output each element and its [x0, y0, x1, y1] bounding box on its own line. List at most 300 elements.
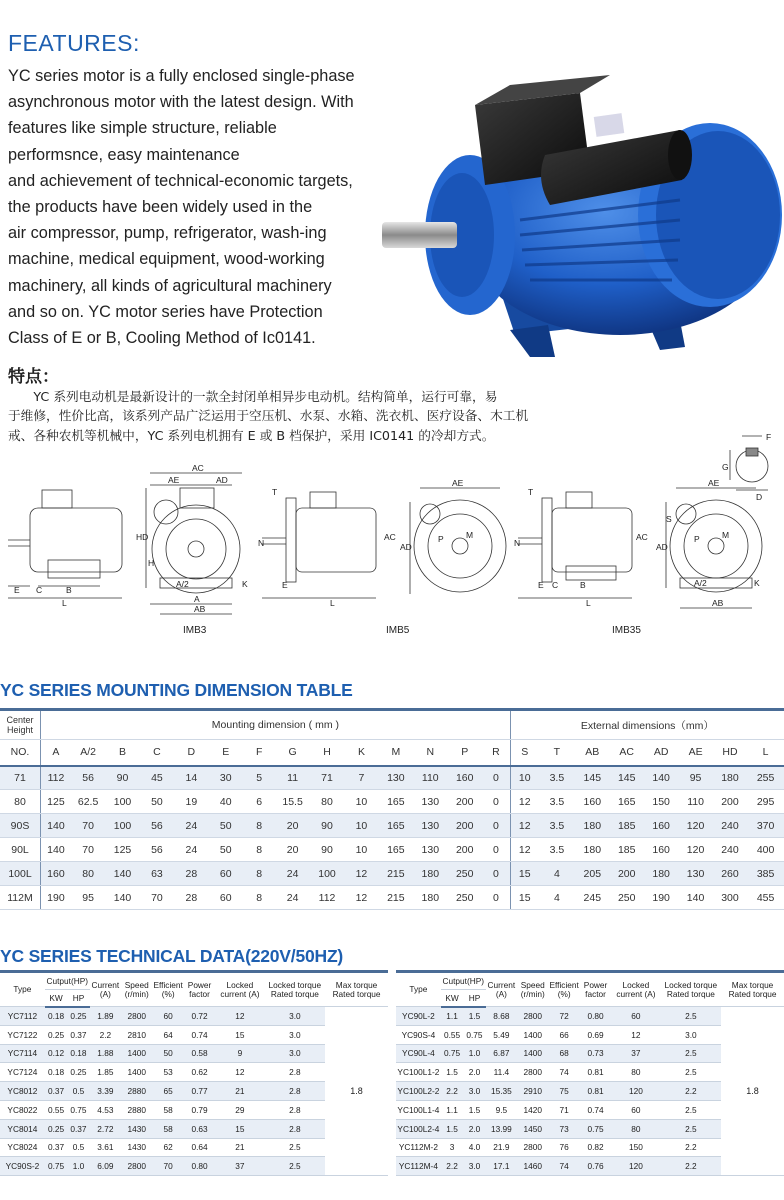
table-cell: 145 — [610, 766, 644, 790]
table-cell: 95 — [678, 766, 712, 790]
table-cell: YC100L2-2 — [396, 1082, 441, 1101]
table-cell: 10 — [344, 838, 378, 862]
table-cell: 0.64 — [184, 1138, 215, 1157]
table-cell: 95 — [71, 886, 105, 910]
kw-header: KW — [45, 990, 67, 1007]
table-row — [0, 790, 784, 814]
table-cell: 50 — [152, 1044, 183, 1063]
external-dimension-group-header: External dimensions（mm） — [510, 710, 784, 740]
diagram-label-imb3: IMB3 — [183, 625, 207, 636]
table-cell: 112M — [0, 886, 41, 910]
table-cell: 0.5 — [67, 1082, 89, 1101]
table-cell: 80 — [611, 1063, 660, 1082]
shaft-key-detail — [722, 432, 771, 502]
table-cell: 0.75 — [441, 1044, 463, 1063]
table-cell: 60 — [611, 1007, 660, 1026]
table-cell: 9 — [215, 1044, 264, 1063]
table-cell: 75 — [548, 1082, 579, 1101]
table-cell: 2.8 — [265, 1063, 326, 1082]
table-cell: 74 — [548, 1157, 579, 1176]
dim-ad-label-b35: AD — [656, 542, 668, 552]
table-cell: 0.76 — [580, 1157, 611, 1176]
table-cell: 100 — [310, 862, 344, 886]
mount-col-header: A — [41, 740, 71, 766]
table-cell: 3.5 — [539, 814, 575, 838]
table-cell: 0.18 — [45, 1007, 67, 1026]
mount-col-header: AD — [644, 740, 678, 766]
table-cell: 50 — [140, 790, 174, 814]
chinese-line: 戒、各种农机等机械中，YC 系列电机拥有 E 或 B 档保护，采用 IC0141 的冷却方式。 — [8, 427, 495, 443]
table-cell: 180 — [413, 886, 447, 910]
imb3-front-view — [136, 463, 248, 614]
dim-ac-label-b5: AC — [384, 532, 396, 542]
mount-col-header: N — [413, 740, 447, 766]
features-line: air compressor, pump, refrigerator, wash-ing — [8, 224, 327, 243]
features-paragraph — [8, 63, 428, 351]
dim-c-label-b35: C — [552, 580, 559, 590]
table-cell: 250 — [610, 886, 644, 910]
table-cell: 165 — [379, 790, 413, 814]
table-cell: 110 — [413, 766, 447, 790]
mount-col-header: K — [344, 740, 378, 766]
table-cell: 0.75 — [463, 1025, 485, 1044]
table-cell: 2.5 — [661, 1100, 722, 1119]
table-cell: 125 — [41, 790, 71, 814]
table-cell: 58 — [152, 1119, 183, 1138]
table-cell: 15.35 — [486, 1082, 517, 1101]
chinese-line: 于维修，性价比高，该系列产品广泛运用于空压机、水泵、水箱、洗衣机、医疗设备、木工机 — [8, 408, 529, 424]
table-cell: 10 — [510, 766, 538, 790]
table-cell: YC90L-2 — [396, 1007, 441, 1026]
table-cell: 1.0 — [463, 1044, 485, 1063]
table-cell: 0.81 — [580, 1082, 611, 1101]
table-cell: 56 — [71, 766, 105, 790]
dim-e-label: E — [14, 585, 20, 595]
max-torque-cell: 1.8 — [721, 1007, 784, 1176]
locked-torque-header: Locked torque Rated torque — [265, 972, 326, 1007]
table-cell: 7 — [344, 766, 378, 790]
imb3-side-view — [8, 490, 122, 608]
table-cell: 120 — [678, 838, 712, 862]
table-cell: 255 — [747, 766, 784, 790]
table-cell: 60 — [152, 1007, 183, 1026]
table-cell: 455 — [747, 886, 784, 910]
table-cell: 71 — [310, 766, 344, 790]
table-cell: 70 — [152, 1157, 183, 1176]
table-cell: 68 — [548, 1044, 579, 1063]
table-cell: 125 — [105, 838, 139, 862]
table-cell: 0 — [482, 814, 510, 838]
table-cell: 190 — [41, 886, 71, 910]
mount-col-header: P — [448, 740, 482, 766]
table-cell: 62 — [152, 1138, 183, 1157]
table-cell: 12 — [344, 886, 378, 910]
table-cell: 200 — [610, 862, 644, 886]
mount-col-header: HD — [713, 740, 747, 766]
table-cell: 0.79 — [184, 1100, 215, 1119]
table-cell: 0.25 — [45, 1119, 67, 1138]
table-cell: 6.87 — [486, 1044, 517, 1063]
chinese-line: YC 系列电动机是最新设计的一款全封闭单相异步电动机。结构简单，运行可靠，易 — [8, 389, 498, 404]
dim-ab-label-b35: AB — [712, 598, 724, 608]
table-cell: 0.72 — [184, 1007, 215, 1026]
table-cell: 0.75 — [45, 1157, 67, 1176]
output-header: Cutput(HP) — [441, 972, 486, 990]
imb5-front-view — [400, 478, 506, 594]
table-cell: 21 — [215, 1138, 264, 1157]
table-cell: 1.5 — [463, 1007, 485, 1026]
mount-col-header: M — [379, 740, 413, 766]
dim-a2-label: A/2 — [176, 579, 189, 589]
table-cell: 0.75 — [580, 1119, 611, 1138]
table-cell: 4.0 — [463, 1138, 485, 1157]
table-cell: 90 — [310, 838, 344, 862]
table-cell: 2910 — [517, 1082, 548, 1101]
max-torque-header: Max torque Rated torque — [721, 972, 784, 1007]
table-cell: 90 — [310, 814, 344, 838]
table-cell: 1.5 — [463, 1100, 485, 1119]
table-cell: 140 — [41, 838, 71, 862]
dim-t-label-b35: T — [528, 487, 534, 497]
table-cell: 30 — [209, 766, 243, 790]
table-cell: 1430 — [121, 1119, 152, 1138]
table-cell: 0.55 — [441, 1025, 463, 1044]
table-cell: 0.5 — [67, 1138, 89, 1157]
technical-data-table-left — [0, 970, 388, 1176]
table-cell: 5.49 — [486, 1025, 517, 1044]
table-cell: 1.5 — [441, 1063, 463, 1082]
table-cell: 40 — [209, 790, 243, 814]
dim-ab-label: AB — [194, 604, 206, 614]
table-cell: 0.69 — [580, 1025, 611, 1044]
table-cell: 90L — [0, 838, 41, 862]
dim-ae-label-b5: AE — [452, 478, 464, 488]
speed-header: Speed (r/min) — [517, 972, 548, 1007]
center-height-header: Center Height — [0, 710, 41, 740]
dim-d-label: D — [756, 492, 763, 502]
dim-ae-label-b35: AE — [708, 478, 720, 488]
table-cell: 11 — [275, 766, 309, 790]
table-cell: 0.18 — [45, 1063, 67, 1082]
dim-b-label: B — [66, 585, 72, 595]
table-cell: 15 — [510, 886, 538, 910]
diagram-label-imb35: IMB35 — [612, 625, 641, 636]
table-cell: 0.25 — [67, 1007, 89, 1026]
table-cell: 12 — [611, 1025, 660, 1044]
table-cell: 1400 — [517, 1025, 548, 1044]
table-cell: 19 — [174, 790, 208, 814]
table-cell: 2.0 — [463, 1119, 485, 1138]
table-cell: 200 — [448, 814, 482, 838]
table-cell: YC112M-2 — [396, 1138, 441, 1157]
table-cell: YC100L2-4 — [396, 1119, 441, 1138]
table-cell: YC7124 — [0, 1063, 45, 1082]
table-cell: 2.2 — [441, 1082, 463, 1101]
table-cell: 80 — [611, 1119, 660, 1138]
table-cell: 3.39 — [90, 1082, 121, 1101]
table-cell: 66 — [548, 1025, 579, 1044]
table-cell: 2800 — [121, 1157, 152, 1176]
mount-col-header: A/2 — [71, 740, 105, 766]
table-cell: 0.62 — [184, 1063, 215, 1082]
table-cell: 10 — [344, 790, 378, 814]
table-cell: 2.0 — [463, 1063, 485, 1082]
table-cell: 53 — [152, 1063, 183, 1082]
table-cell: 160 — [644, 814, 678, 838]
table-cell: 8 — [243, 838, 275, 862]
table-cell: 112 — [310, 886, 344, 910]
imb5-side-view — [258, 487, 396, 608]
table-cell: 0.25 — [67, 1063, 89, 1082]
table-cell: 90S — [0, 814, 41, 838]
table-cell: 200 — [713, 790, 747, 814]
mount-col-header: D — [174, 740, 208, 766]
table-cell: 3.0 — [265, 1025, 326, 1044]
table-cell: 11.4 — [486, 1063, 517, 1082]
table-row — [0, 766, 784, 790]
table-cell: 180 — [575, 838, 609, 862]
features-line: features like simple structure, reliable — [8, 119, 277, 138]
dim-l-label-b35: L — [586, 598, 591, 608]
mounting-table-title: YC SERIES MOUNTING DIMENSION TABLE — [0, 680, 353, 700]
table-cell: 73 — [548, 1119, 579, 1138]
table-cell: YC8024 — [0, 1138, 45, 1157]
table-cell: 180 — [644, 862, 678, 886]
table-cell: 165 — [379, 838, 413, 862]
table-cell: 28 — [174, 886, 208, 910]
table-cell: 90 — [105, 766, 139, 790]
table-cell: 215 — [379, 886, 413, 910]
dim-p-label-b35: P — [694, 534, 700, 544]
table-cell: 2.8 — [265, 1100, 326, 1119]
table-cell: 8.68 — [486, 1007, 517, 1026]
table-cell: 50 — [209, 838, 243, 862]
table-cell: 56 — [140, 838, 174, 862]
table-cell: 112 — [41, 766, 71, 790]
table-cell: 2.2 — [441, 1157, 463, 1176]
table-cell: 21.9 — [486, 1138, 517, 1157]
table-cell: YC100L1-4 — [396, 1100, 441, 1119]
table-cell: 145 — [575, 766, 609, 790]
table-cell: 24 — [275, 862, 309, 886]
table-cell: 13.99 — [486, 1119, 517, 1138]
table-cell: 200 — [448, 838, 482, 862]
mount-col-header: T — [539, 740, 575, 766]
table-cell: YC7114 — [0, 1044, 45, 1063]
table-cell: 37 — [215, 1157, 264, 1176]
table-cell: 70 — [71, 838, 105, 862]
table-cell: YC7122 — [0, 1025, 45, 1044]
dim-n-label: N — [258, 538, 265, 548]
mounting-dimension-group-header: Mounting dimension ( mm ) — [41, 710, 511, 740]
table-cell: 120 — [611, 1157, 660, 1176]
table-cell: 160 — [41, 862, 71, 886]
table-cell: 71 — [0, 766, 41, 790]
table-cell: 0.74 — [580, 1100, 611, 1119]
features-line: the products have been widely used in the — [8, 198, 313, 217]
imb35-front-view — [656, 478, 762, 608]
table-cell: 80 — [71, 862, 105, 886]
dim-n-label-b35: N — [514, 538, 521, 548]
table-cell: 2.5 — [265, 1157, 326, 1176]
table-cell: 130 — [413, 790, 447, 814]
dim-g-label: G — [722, 462, 729, 472]
locked-torque-header: Locked torque Rated torque — [661, 972, 722, 1007]
hp-header: HP — [67, 990, 89, 1007]
table-cell: YC8014 — [0, 1119, 45, 1138]
table-cell: 3.0 — [265, 1007, 326, 1026]
table-cell: 2.8 — [265, 1119, 326, 1138]
mounting-dimension-table — [0, 708, 784, 910]
mount-col-header: NO. — [0, 740, 41, 766]
dim-a-label: A — [194, 594, 200, 604]
dim-p-label-b5: P — [438, 534, 444, 544]
table-cell: 2.72 — [90, 1119, 121, 1138]
table-cell: 205 — [575, 862, 609, 886]
table-cell: 1.85 — [90, 1063, 121, 1082]
mounting-diagrams — [0, 428, 784, 643]
table-cell: 245 — [575, 886, 609, 910]
table-cell: 2.2 — [661, 1138, 722, 1157]
table-cell: 2880 — [121, 1082, 152, 1101]
locked-current-header: Locked current (A) — [215, 972, 264, 1007]
table-cell: 180 — [713, 766, 747, 790]
table-cell: 100 — [105, 790, 139, 814]
dim-hd-label: HD — [136, 532, 149, 542]
table-cell: 160 — [644, 838, 678, 862]
table-cell: 160 — [575, 790, 609, 814]
mount-col-header: B — [105, 740, 139, 766]
table-cell: 70 — [71, 814, 105, 838]
dim-l-label-b5: L — [330, 598, 335, 608]
table-cell: 76 — [548, 1138, 579, 1157]
dim-m-label-b35: M — [722, 530, 730, 540]
mount-col-header: F — [243, 740, 275, 766]
table-cell: 12 — [510, 814, 538, 838]
table-cell: 70 — [140, 886, 174, 910]
motor-photo — [380, 75, 784, 365]
table-cell: 3.0 — [265, 1044, 326, 1063]
table-cell: 12 — [510, 838, 538, 862]
table-cell: 9.5 — [486, 1100, 517, 1119]
table-cell: 2.5 — [661, 1063, 722, 1082]
dim-f-label: F — [766, 432, 772, 442]
table-cell: 1430 — [121, 1138, 152, 1157]
table-cell: 370 — [747, 814, 784, 838]
table-cell: 0.74 — [184, 1025, 215, 1044]
table-cell: 2800 — [517, 1007, 548, 1026]
table-cell: 1400 — [121, 1063, 152, 1082]
imb35-side-view — [514, 487, 648, 608]
table-cell: 1.89 — [90, 1007, 121, 1026]
table-cell: 0.73 — [580, 1044, 611, 1063]
table-cell: YC7112 — [0, 1007, 45, 1026]
table-cell: 185 — [610, 814, 644, 838]
table-cell: 4 — [539, 886, 575, 910]
mount-col-header: S — [510, 740, 538, 766]
table-cell: YC90L-4 — [396, 1044, 441, 1063]
table-cell: 14 — [174, 766, 208, 790]
table-cell: YC8012 — [0, 1082, 45, 1101]
table-cell: 15.5 — [275, 790, 309, 814]
table-cell: 37 — [611, 1044, 660, 1063]
dim-a2-label-b35: A/2 — [694, 578, 707, 588]
features-line: machine, medical equipment, wood-working — [8, 250, 325, 269]
table-cell: 140 — [105, 886, 139, 910]
table-cell: 8 — [243, 862, 275, 886]
table-cell: 15 — [215, 1119, 264, 1138]
table-cell: 58 — [152, 1100, 183, 1119]
table-cell: 72 — [548, 1007, 579, 1026]
table-cell: 29 — [215, 1100, 264, 1119]
table-cell: 0.75 — [67, 1100, 89, 1119]
table-cell: 2880 — [121, 1100, 152, 1119]
table-cell: 165 — [379, 814, 413, 838]
table-cell: 0.37 — [67, 1025, 89, 1044]
power-factor-header: Power factor — [184, 972, 215, 1007]
table-cell: 12 — [215, 1063, 264, 1082]
table-cell: 1400 — [121, 1044, 152, 1063]
table-cell: 250 — [448, 886, 482, 910]
table-cell: 10 — [344, 814, 378, 838]
table-cell: 60 — [611, 1100, 660, 1119]
table-cell: 60 — [209, 886, 243, 910]
table-cell: 1.88 — [90, 1044, 121, 1063]
power-factor-header: Power factor — [580, 972, 611, 1007]
table-cell: 62.5 — [71, 790, 105, 814]
table-cell: 0.81 — [580, 1063, 611, 1082]
table-cell: 60 — [209, 862, 243, 886]
table-cell: 3 — [441, 1138, 463, 1157]
table-cell: 0.80 — [580, 1007, 611, 1026]
table-cell: 180 — [575, 814, 609, 838]
table-row — [0, 1007, 388, 1026]
table-cell: 2800 — [517, 1138, 548, 1157]
technical-data-title: YC SERIES TECHNICAL DATA(220V/50HZ) — [0, 946, 344, 966]
type-header: Type — [0, 972, 45, 1007]
type-header: Type — [396, 972, 441, 1007]
table-cell: 120 — [611, 1082, 660, 1101]
table-cell: 165 — [610, 790, 644, 814]
table-cell: 0 — [482, 838, 510, 862]
table-row — [0, 838, 784, 862]
table-cell: 24 — [174, 838, 208, 862]
table-cell: 1460 — [517, 1157, 548, 1176]
mount-col-header: L — [747, 740, 784, 766]
table-cell: 100L — [0, 862, 41, 886]
table-cell: 110 — [678, 790, 712, 814]
table-cell: 2.5 — [661, 1044, 722, 1063]
table-cell: 215 — [379, 862, 413, 886]
table-cell: 2.5 — [661, 1119, 722, 1138]
dim-b-label-b35: B — [580, 580, 586, 590]
table-cell: 0 — [482, 886, 510, 910]
table-row — [0, 886, 784, 910]
table-cell: 140 — [678, 886, 712, 910]
table-cell: 0.55 — [45, 1100, 67, 1119]
dim-t-label: T — [272, 487, 278, 497]
table-cell: 65 — [152, 1082, 183, 1101]
dim-h-label: H — [148, 558, 155, 568]
mount-col-header: H — [310, 740, 344, 766]
table-cell: 5 — [243, 766, 275, 790]
table-cell: 1.1 — [441, 1007, 463, 1026]
table-cell: 0.25 — [45, 1025, 67, 1044]
mount-col-header: E — [209, 740, 243, 766]
table-cell: 1420 — [517, 1100, 548, 1119]
features-line: and so on. YC motor series have Protection — [8, 302, 323, 321]
table-cell: YC112M-4 — [396, 1157, 441, 1176]
